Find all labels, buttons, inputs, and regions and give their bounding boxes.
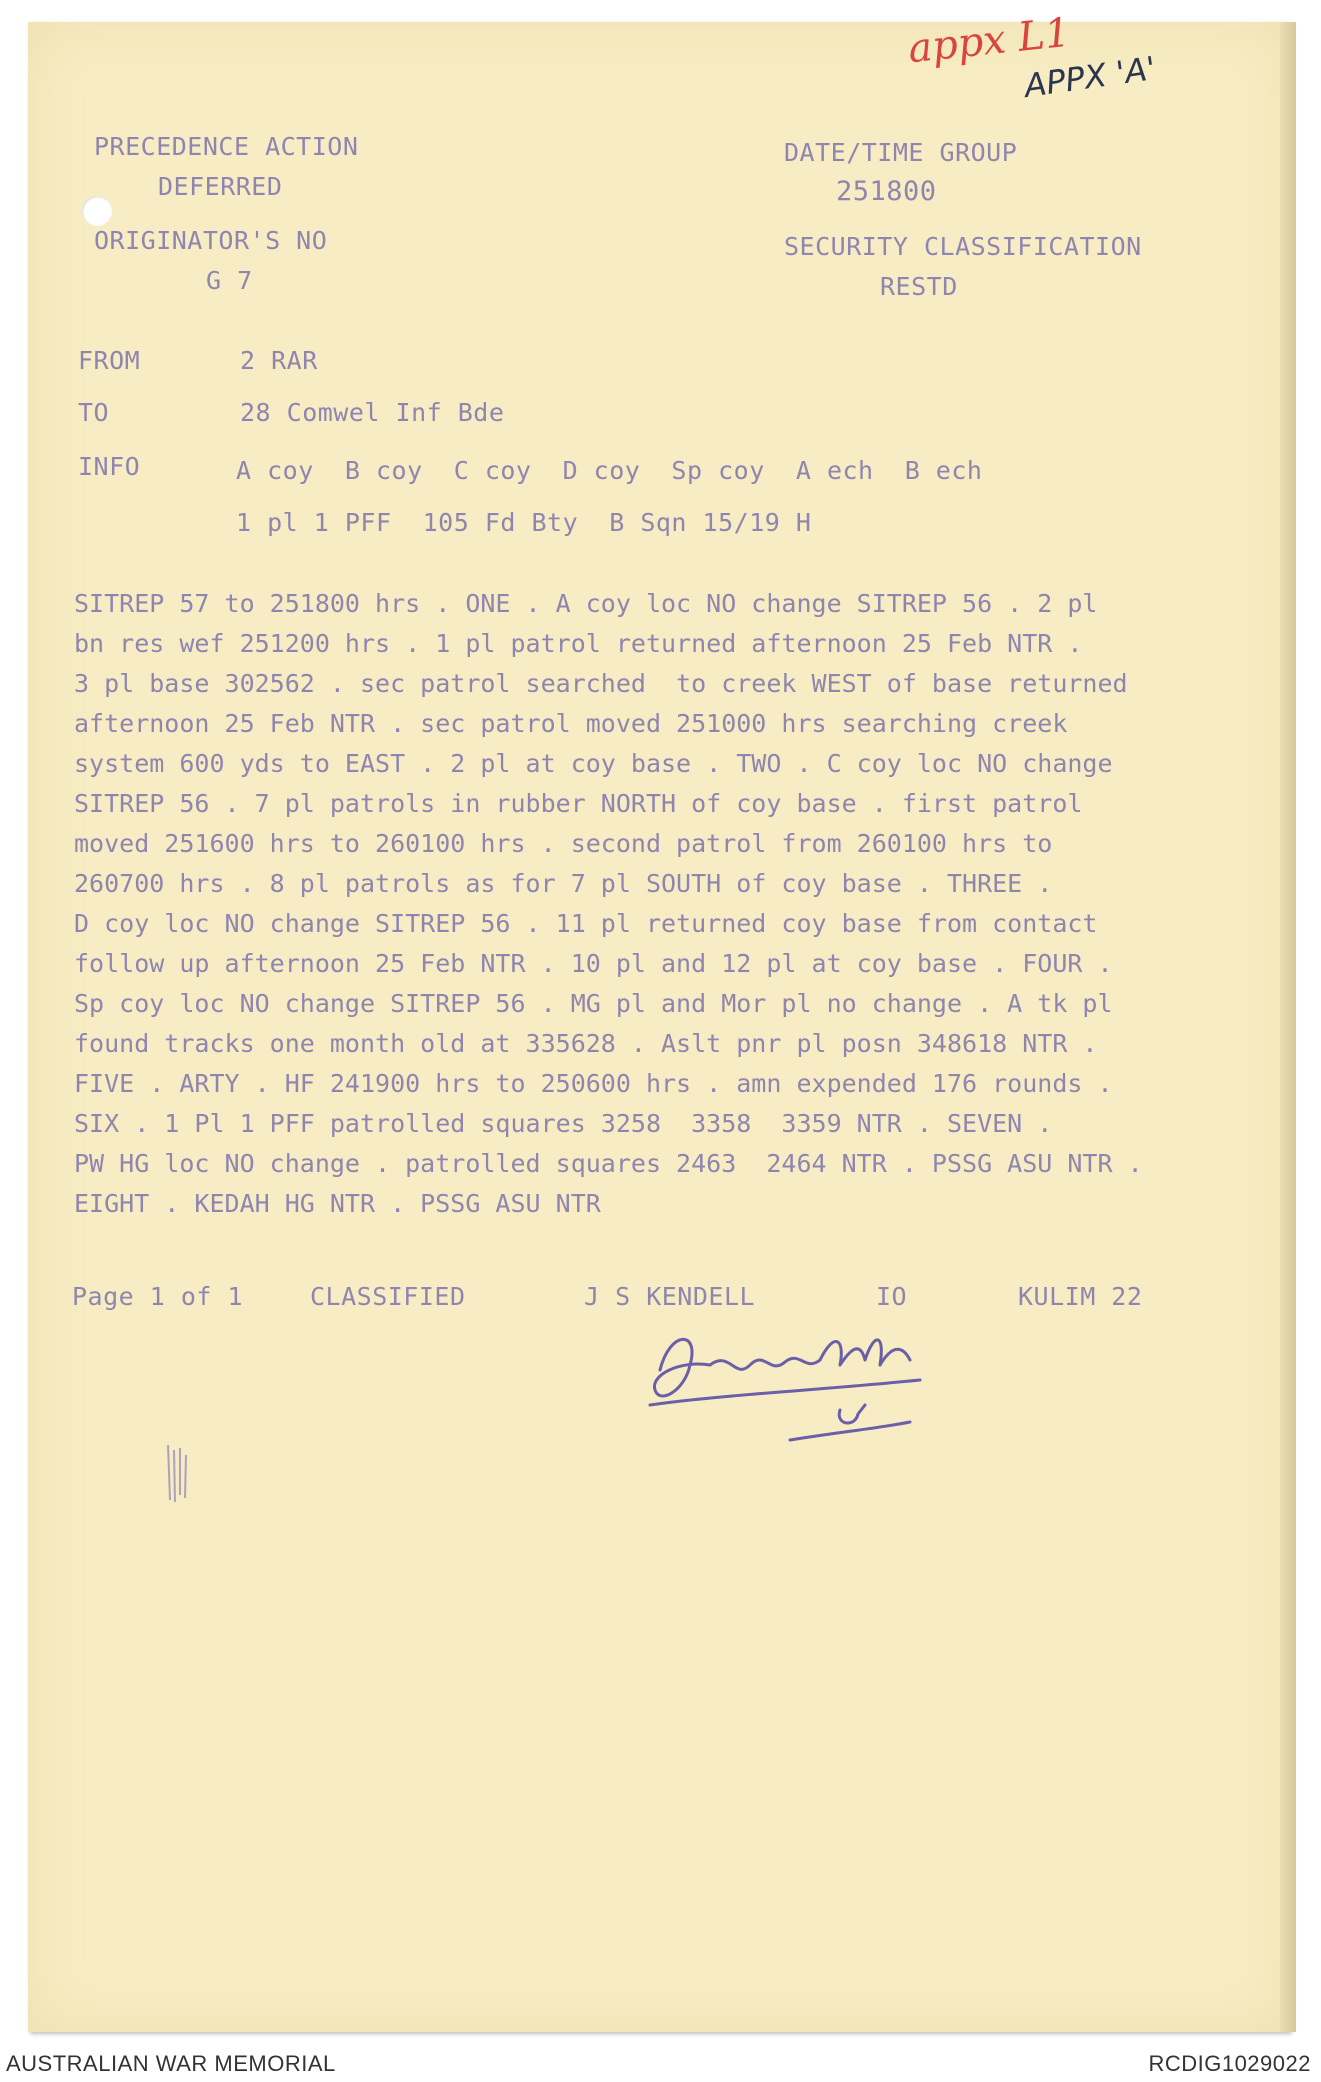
message-line: follow up afternoon 25 Feb NTR . 10 pl and 12 pl at coy base . FOUR .: [74, 949, 1113, 978]
security-value: RESTD: [880, 272, 958, 301]
officer-role: IO: [876, 1282, 908, 1311]
message-line: afternoon 25 Feb NTR . sec patrol moved 251000 hrs searching creek: [74, 709, 1068, 738]
info-line-1: A coy B coy C coy D coy Sp coy A ech B ech: [236, 456, 983, 485]
message-line: SITREP 56 . 7 pl patrols in rubber NORTH of coy base . first patrol: [74, 789, 1083, 818]
dtg-value: 251800: [836, 176, 937, 207]
message-line: moved 251600 hrs to 260100 hrs . second patrol from 260100 hrs to: [74, 829, 1053, 858]
from-value: 2 RAR: [240, 346, 318, 375]
originators-value: G 7: [206, 266, 253, 295]
message-line: EIGHT . KEDAH HG NTR . PSSG ASU NTR: [74, 1189, 601, 1218]
security-label: SECURITY CLASSIFICATION: [784, 232, 1142, 261]
message-line: PW HG loc NO change . patrolled squares 2463 2464 NTR . PSSG ASU NTR .: [74, 1149, 1143, 1178]
page-number: Page 1 of 1: [72, 1282, 244, 1311]
message-line: D coy loc NO change SITREP 56 . 11 pl returned coy base from contact: [74, 909, 1098, 938]
appendix-annotation-ink: APPX 'A': [1021, 48, 1159, 106]
message-line: system 600 yds to EAST . 2 pl at coy base . TWO . C coy loc NO change: [74, 749, 1113, 778]
precedence-value: DEFERRED: [158, 172, 283, 201]
message-line: 260700 hrs . 8 pl patrols as for 7 pl SOUTH of coy base . THREE .: [74, 869, 1053, 898]
precedence-label: PRECEDENCE ACTION: [94, 132, 359, 161]
message-line: 3 pl base 302562 . sec patrol searched to creek WEST of base returned: [74, 669, 1128, 698]
message-body: [74, 584, 1234, 1224]
message-line: bn res wef 251200 hrs . 1 pl patrol returned afternoon 25 Feb NTR .: [74, 629, 1083, 658]
page-edge: [1280, 22, 1296, 2032]
classification-footer: CLASSIFIED: [310, 1282, 466, 1311]
ink-smudge: [160, 1440, 200, 1510]
officer-name: J S KENDELL: [584, 1282, 756, 1311]
to-label: TO: [78, 398, 110, 427]
dtg-label: DATE/TIME GROUP: [784, 138, 1018, 167]
signature: [640, 1310, 960, 1450]
telephone-number: KULIM 22: [1018, 1282, 1143, 1311]
appendix-annotation-red: appx L1: [906, 9, 1073, 73]
archive-name: AUSTRALIAN WAR MEMORIAL: [6, 2051, 336, 2076]
from-label: FROM: [78, 346, 141, 375]
message-line: Sp coy loc NO change SITREP 56 . MG pl and Mor pl no change . A tk pl: [74, 989, 1113, 1018]
message-line: SIX . 1 Pl 1 PFF patrolled squares 3258 3358 3359 NTR . SEVEN .: [74, 1109, 1053, 1138]
punch-hole: [82, 196, 112, 226]
message-line: found tracks one month old at 335628 . Aslt pnr pl posn 348618 NTR .: [74, 1029, 1098, 1058]
message-line: SITREP 57 to 251800 hrs . ONE . A coy loc NO change SITREP 56 . 2 pl: [74, 589, 1098, 618]
archive-reference: RCDIG1029022: [1148, 2051, 1311, 2076]
info-line-2: 1 pl 1 PFF 105 Fd Bty B Sqn 15/19 H: [236, 508, 812, 537]
message-line: FIVE . ARTY . HF 241900 hrs to 250600 hrs . amn expended 176 rounds .: [74, 1069, 1113, 1098]
info-label: INFO: [78, 452, 141, 481]
originators-label: ORIGINATOR'S NO: [94, 226, 328, 255]
to-value: 28 Comwel Inf Bde: [240, 398, 505, 427]
